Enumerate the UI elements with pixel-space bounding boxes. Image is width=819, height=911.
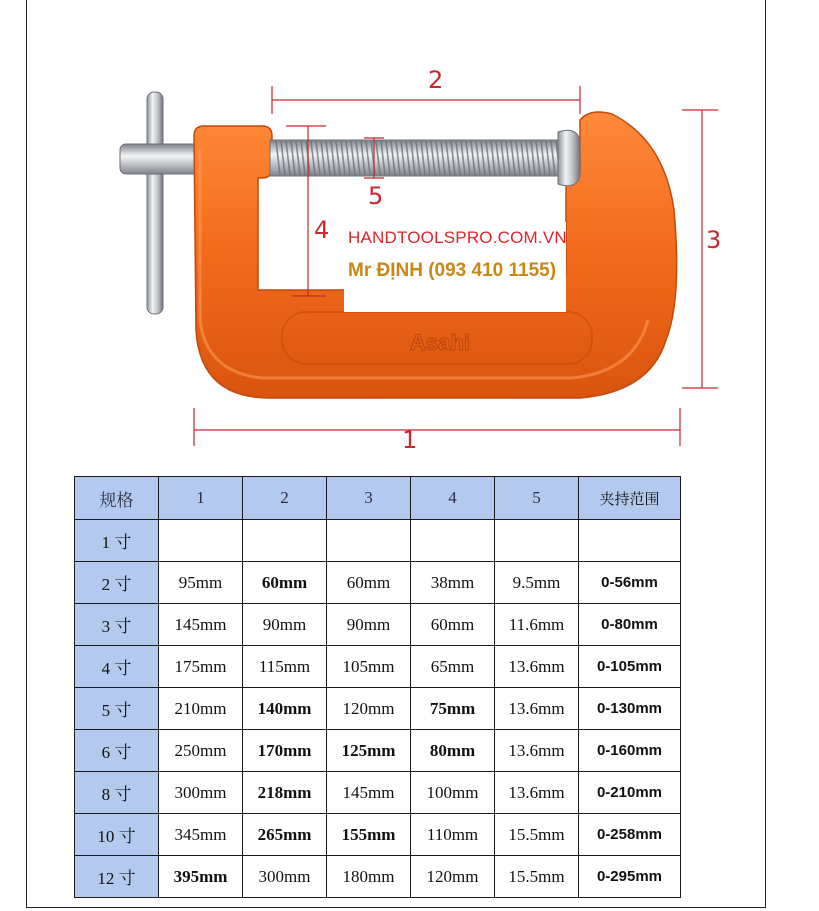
header-clamp-range: 夹持范围 xyxy=(579,477,681,520)
row-size: 4 寸 xyxy=(75,646,159,688)
table-cell: 13.6mm xyxy=(495,772,579,814)
table-cell: 155mm xyxy=(327,814,411,856)
t-handle xyxy=(120,92,200,314)
table-cell: 120mm xyxy=(411,856,495,898)
table-cell: 0-160mm xyxy=(579,730,681,772)
table-cell: 60mm xyxy=(327,562,411,604)
table-cell: 110mm xyxy=(411,814,495,856)
table-row xyxy=(75,520,681,562)
dimension-label-2: 2 xyxy=(428,66,444,94)
table-cell: 345mm xyxy=(159,814,243,856)
brand-embossed: Asahi xyxy=(410,330,470,355)
screw xyxy=(270,130,580,186)
table-cell: 15.5mm xyxy=(495,814,579,856)
table-cell: 0-80mm xyxy=(579,604,681,646)
table-row xyxy=(75,646,681,688)
header-dim-1: 1 xyxy=(159,477,243,520)
table-row xyxy=(75,856,681,898)
dimension-label-3: 3 xyxy=(706,226,722,254)
table-cell: 90mm xyxy=(243,604,327,646)
row-size: 8 寸 xyxy=(75,772,159,814)
table-cell: 210mm xyxy=(159,688,243,730)
table-cell: 95mm xyxy=(159,562,243,604)
watermark-site: HANDTOOLSPRO.COM.VN xyxy=(348,228,567,247)
table-cell xyxy=(159,520,243,562)
row-size: 12 寸 xyxy=(75,856,159,898)
table-cell: 9.5mm xyxy=(495,562,579,604)
table-cell: 100mm xyxy=(411,772,495,814)
table-cell: 0-210mm xyxy=(579,772,681,814)
table-cell: 13.6mm xyxy=(495,646,579,688)
table-cell: 0-56mm xyxy=(579,562,681,604)
row-size: 1 寸 xyxy=(75,520,159,562)
table-row xyxy=(75,562,681,604)
table-cell: 15.5mm xyxy=(495,856,579,898)
table-cell: 0-295mm xyxy=(579,856,681,898)
table-cell: 395mm xyxy=(159,856,243,898)
header-dim-4: 4 xyxy=(411,477,495,520)
table-cell: 125mm xyxy=(327,730,411,772)
table-cell: 60mm xyxy=(411,604,495,646)
header-dim-5: 5 xyxy=(495,477,579,520)
table-cell: 120mm xyxy=(327,688,411,730)
table-row xyxy=(75,814,681,856)
dimension-label-1: 1 xyxy=(402,426,418,454)
table-cell: 13.6mm xyxy=(495,688,579,730)
spec-table xyxy=(74,476,681,898)
dimension-label-4: 4 xyxy=(314,216,330,244)
table-cell: 250mm xyxy=(159,730,243,772)
table-cell: 38mm xyxy=(411,562,495,604)
table-cell: 75mm xyxy=(411,688,495,730)
table-cell: 300mm xyxy=(159,772,243,814)
table-cell: 60mm xyxy=(243,562,327,604)
table-cell: 65mm xyxy=(411,646,495,688)
header-dim-2: 2 xyxy=(243,477,327,520)
row-size: 3 寸 xyxy=(75,604,159,646)
table-cell: 175mm xyxy=(159,646,243,688)
table-cell xyxy=(495,520,579,562)
table-cell: 105mm xyxy=(327,646,411,688)
table-cell: 80mm xyxy=(411,730,495,772)
table-cell: 0-130mm xyxy=(579,688,681,730)
table-row xyxy=(75,604,681,646)
header-dim-3: 3 xyxy=(327,477,411,520)
table-header-row xyxy=(75,477,681,520)
row-size: 5 寸 xyxy=(75,688,159,730)
table-cell: 11.6mm xyxy=(495,604,579,646)
table-cell: 218mm xyxy=(243,772,327,814)
table-row xyxy=(75,688,681,730)
dimension-label-5: 5 xyxy=(368,182,384,210)
row-size: 2 寸 xyxy=(75,562,159,604)
watermark-contact: Mr ĐỊNH (093 410 1155) xyxy=(348,260,557,281)
table-cell: 13.6mm xyxy=(495,730,579,772)
table-row xyxy=(75,772,681,814)
table-cell: 0-105mm xyxy=(579,646,681,688)
row-size: 10 寸 xyxy=(75,814,159,856)
table-cell: 140mm xyxy=(243,688,327,730)
table-cell: 300mm xyxy=(243,856,327,898)
header-size: 规格 xyxy=(75,477,159,520)
table-cell xyxy=(327,520,411,562)
table-cell: 170mm xyxy=(243,730,327,772)
table-cell: 145mm xyxy=(327,772,411,814)
table-cell: 115mm xyxy=(243,646,327,688)
table-cell xyxy=(243,520,327,562)
table-cell: 145mm xyxy=(159,604,243,646)
table-cell: 265mm xyxy=(243,814,327,856)
table-cell xyxy=(579,520,681,562)
table-cell xyxy=(411,520,495,562)
table-cell: 0-258mm xyxy=(579,814,681,856)
table-cell: 180mm xyxy=(327,856,411,898)
row-size: 6 寸 xyxy=(75,730,159,772)
table-row xyxy=(75,730,681,772)
table-cell: 90mm xyxy=(327,604,411,646)
